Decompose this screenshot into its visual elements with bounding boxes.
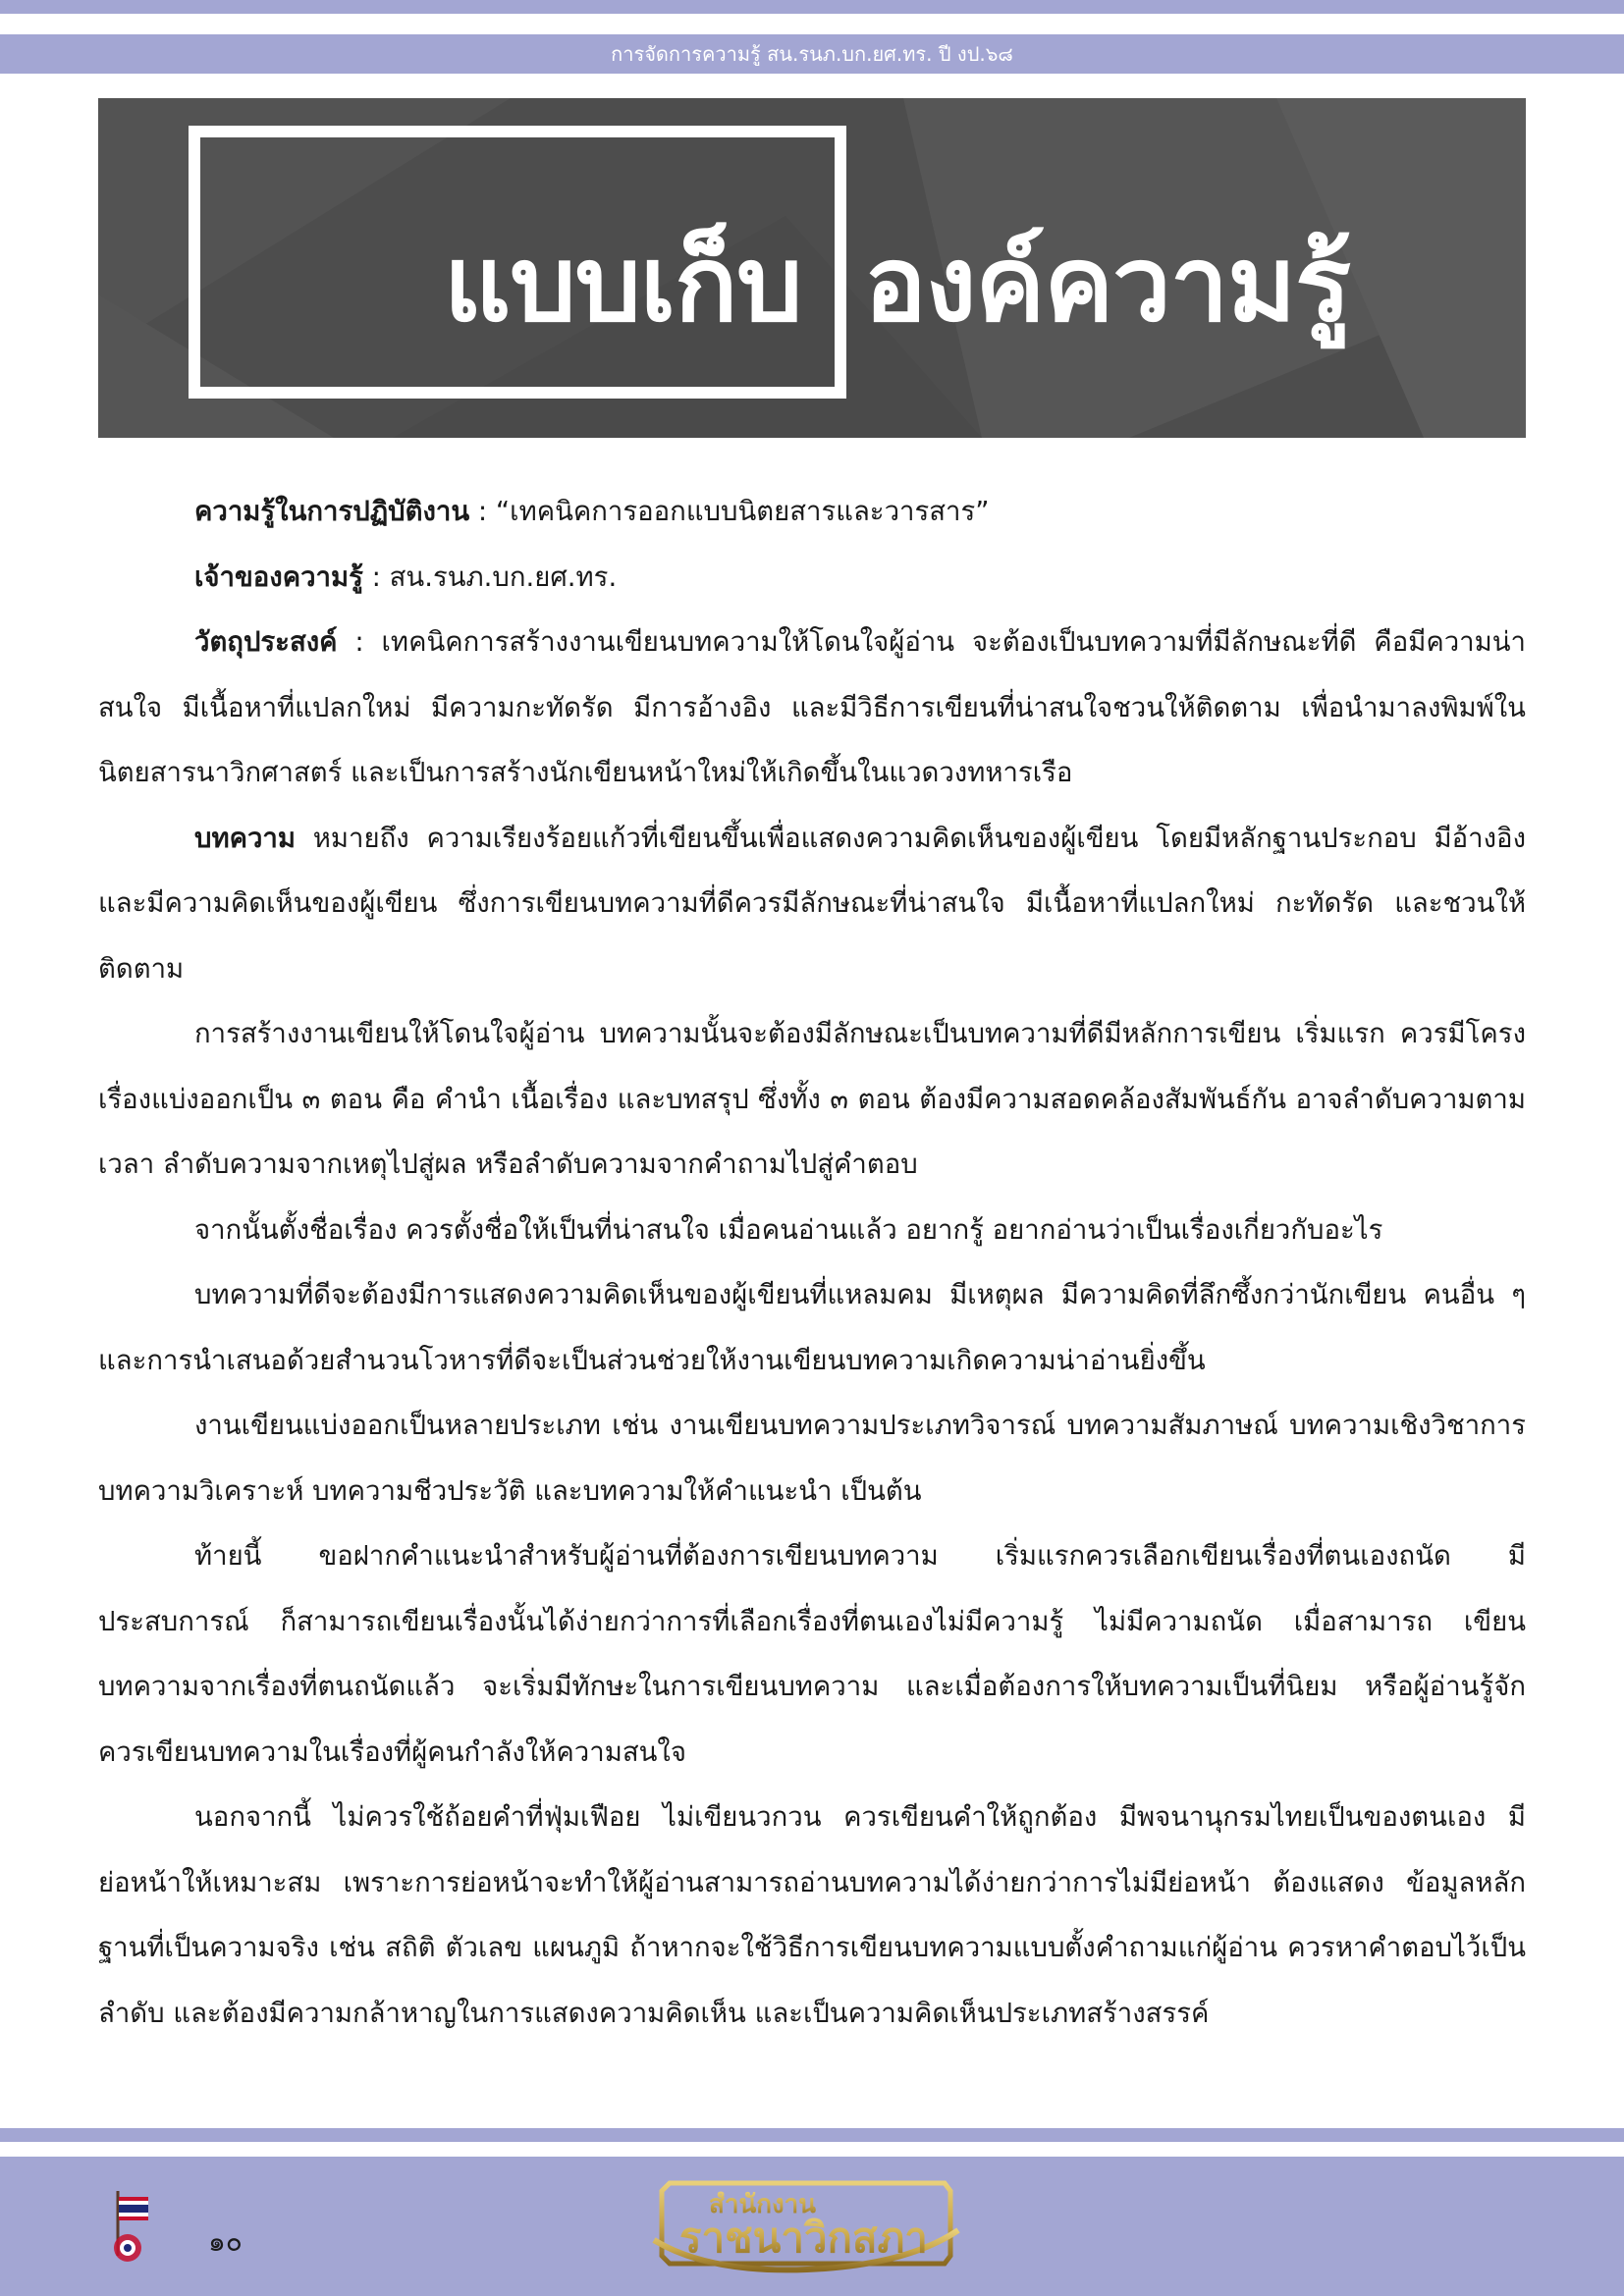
- paragraph: ท้ายนี้ ขอฝากคำแนะนำสำหรับผู้อ่านที่ต้องการเขียนบทความ เริ่มแรกควรเลือกเขียนเรื่องที่ตนเองถนัด มีประสบการณ์ ก็สามารถเขียนเรื่องนั้นได้ง่ายกว่าการที่เลือกเรื่องที่ตนเองไม่มีความรู้ ไม่มีความถนัด เมื่อสามารถ เขียนบทความจากเรื่องที่ตนถนัดแล้ว จะเริ่มมีทักษะในการเขียนบทความ และเมื่อต้องการให้บทความเป็นที่นิยม หรือผู้อ่านรู้จัก ควรเขียนบทความในเรื่องที่ผู้คนกำลังให้ความสนใจ: [98, 1540, 1526, 1768]
- field-knowledge-label: ความรู้ในการปฏิบัติงาน: [194, 496, 470, 527]
- title-banner: [98, 98, 1526, 438]
- banner-title-part2: องค์ความรู้: [864, 223, 1351, 345]
- article-definition: [98, 806, 1526, 1002]
- logo-line1: สำนักงาน: [709, 2190, 817, 2219]
- top-stripe: [0, 0, 1624, 14]
- footer-stripe: [0, 2128, 1624, 2142]
- field-knowledge-value: : “เทคนิคการออกแบบนิตยสารและวารสาร”: [469, 496, 990, 527]
- paragraph: จากนั้นตั้งชื่อเรื่อง ควรตั้งชื่อให้เป็นที่น่าสนใจ เมื่อคนอ่านแล้ว อยากรู้ อยากอ่านว่าเป็นเรื่องเกี่ยวกับอะไร: [194, 1213, 1383, 1246]
- office-logo: [650, 2171, 962, 2275]
- banner-title-part1: แบบเก็บ: [444, 223, 802, 345]
- field-objective-value: : เทคนิคการสร้างงานเขียนบทความให้โดนใจผู้อ่าน จะต้องเป็นบทความที่มีลักษณะที่ดี คือมีความน่าสนใจ มีเนื้อหาที่แปลกใหม่ มีความกะทัดรัด มีการอ้างอิง และมีวิธีการเขียนที่น่าสนใจชวนให้ติดตาม เพื่อนำมาลงพิมพ์ในนิตยสารนาวิกศาสตร์ และเป็นการสร้างนักเขียนหน้าใหม่ให้เกิดขึ้นในแวดวงทหารเรือ: [98, 626, 1526, 788]
- logo-line2: ราชนาวิกสภา: [679, 2214, 928, 2262]
- page-number: ๑๐: [208, 2225, 243, 2258]
- field-owner: [98, 545, 1526, 611]
- header-band: [0, 34, 1624, 74]
- field-knowledge: [98, 479, 1526, 545]
- paragraph: การสร้างงานเขียนให้โดนใจผู้อ่าน บทความนั้นจะต้องมีลักษณะเป็นบทความที่ดีมีหลักการเขียน เริ่มแรก ควรมีโครงเรื่องแบ่งออกเป็น ๓ ตอน คือ คำนำ เนื้อเรื่อง และบทสรุป ซึ่งทั้ง ๓ ตอน ต้องมีความสอดคล้องสัมพันธ์กัน อาจลำดับความตามเวลา ลำดับความจากเหตุไปสู่ผล หรือลำดับความจากคำถามไปสู่คำตอบ: [98, 1018, 1526, 1180]
- field-owner-label: เจ้าของความรู้: [194, 561, 363, 593]
- paragraph: บทความที่ดีจะต้องมีการแสดงความคิดเห็นของผู้เขียนที่แหลมคม มีเหตุผล มีความคิดที่ลึกซึ้งกว่านักเขียน คนอื่น ๆ และการนำเสนอด้วยสำนวนโวหารที่ดีจะเป็นส่วนช่วยให้งานเขียนบทความเกิดความน่าอ่านยิ่งขึ้น: [98, 1279, 1526, 1376]
- field-owner-value: : สน.รนภ.บก.ยศ.ทร.: [362, 561, 618, 593]
- article-definition-label: บทความ: [194, 822, 296, 854]
- navy-flag-icon: [110, 2187, 155, 2269]
- paragraph: นอกจากนี้ ไม่ควรใช้ถ้อยคำที่ฟุ่มเฟือย ไม่เขียนวกวน ควรเขียนคำให้ถูกต้อง มีพจนานุกรมไทยเป็นของตนเอง มีย่อหน้าให้เหมาะสม เพราะการย่อหน้าจะทำให้ผู้อ่านสามารถอ่านบทความได้ง่ายกว่าการไม่มีย่อหน้า ต้องแสดง ข้อมูลหลักฐานที่เป็นความจริง เช่น สถิติ ตัวเลข แผนภูมิ ถ้าหากจะใช้วิธีการเขียนบทความแบบตั้งคำถามแก่ผู้อ่าน ควรหาคำตอบไว้เป็นลำดับ และต้องมีความกล้าหาญในการแสดงความคิดเห็น และเป็นความคิดเห็นประเภทสร้างสรรค์: [98, 1801, 1526, 2029]
- article-definition-text: หมายถึง ความเรียงร้อยแก้วที่เขียนขึ้นเพื่อแสดงความคิดเห็นของผู้เขียน โดยมีหลักฐานประกอบ มีอ้างอิง และมีความคิดเห็นของผู้เขียน ซึ่งการเขียนบทความที่ดีควรมีลักษณะที่น่าสนใจ มีเนื้อหาที่แปลกใหม่ กะทัดรัด และชวนให้ติดตาม: [98, 822, 1526, 985]
- field-objective: [98, 610, 1526, 806]
- header-text: การจัดการความรู้ สน.รนภ.บก.ยศ.ทร. ปี งป.๖๘: [611, 42, 1013, 66]
- paragraph: งานเขียนแบ่งออกเป็นหลายประเภท เช่น งานเขียนบทความประเภทวิจารณ์ บทความสัมภาษณ์ บทความเชิงวิชาการ บทความวิเคราะห์ บทความชีวประวัติ และบทความให้คำแนะนำ เป็นต้น: [98, 1410, 1526, 1507]
- document-body: [98, 479, 1526, 2046]
- field-objective-label: วัตถุประสงค์: [194, 626, 338, 658]
